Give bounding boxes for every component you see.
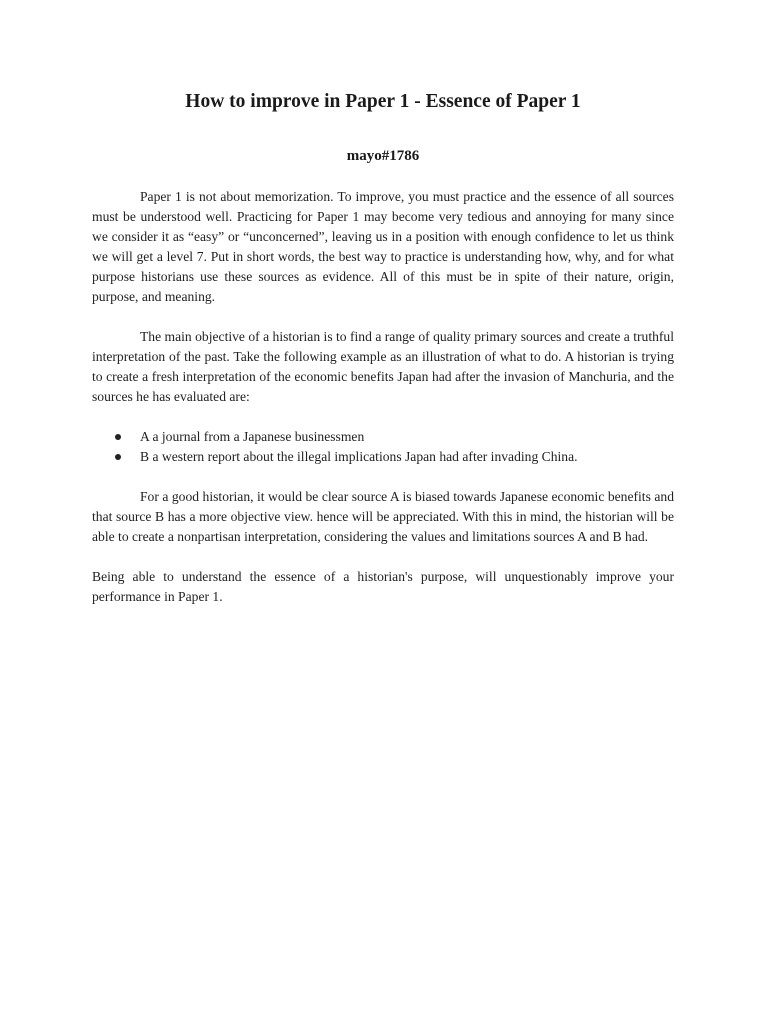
author-name: mayo#1786 [346,148,420,164]
list-item-text: B a western report about the illegal implications Japan had after invading China. [140,449,578,464]
paragraph-conclusion: Being able to understand the essence of a historian's purpose, will unquestionably improve your performance in Paper 1. [92,569,674,604]
document-title: How to improve in Paper 1 - Essence of Paper 1 [185,91,581,112]
paragraph-intro: Paper 1 is not about memorization. To improve, you must practice and the essence of all sources must be understood well. Practicing for Paper 1 may become very tedious and annoying for many since we consider it as “easy” or “unconcerned”, leaving us in a position with enough confidence to let us think we will get a level 7. Put in short words, the best way to practice is understanding how, why, and for what purpose historians use these sources as evidence. All of this must be in spite of their nature, origin, purpose, and meaning. [92,189,674,304]
sources-list [92,427,674,467]
list-item-text: A a journal from a Japanese businessmen [140,429,365,444]
paragraph-objective: The main objective of a historian is to find a range of quality primary sources and create a truthful interpretation of the past. Take the following example as an illustration of what to do. A historian is trying to create a fresh interpretation of the economic benefits Japan had after the invasion of Manchuria, and the sources he has evaluated are: [92,329,674,404]
list-item [92,427,674,447]
list-item [92,447,674,467]
document-page [92,88,674,607]
bullet-icon [115,434,121,440]
paragraph-good-historian: For a good historian, it would be clear source A is biased towards Japanese economic benefits and that source B has a more objective view. hence will be appreciated. With this in mind, the historian will be able to create a nonpartisan interpretation, considering the values and limitations sources A and B had. [92,489,674,544]
bullet-icon [115,454,121,460]
